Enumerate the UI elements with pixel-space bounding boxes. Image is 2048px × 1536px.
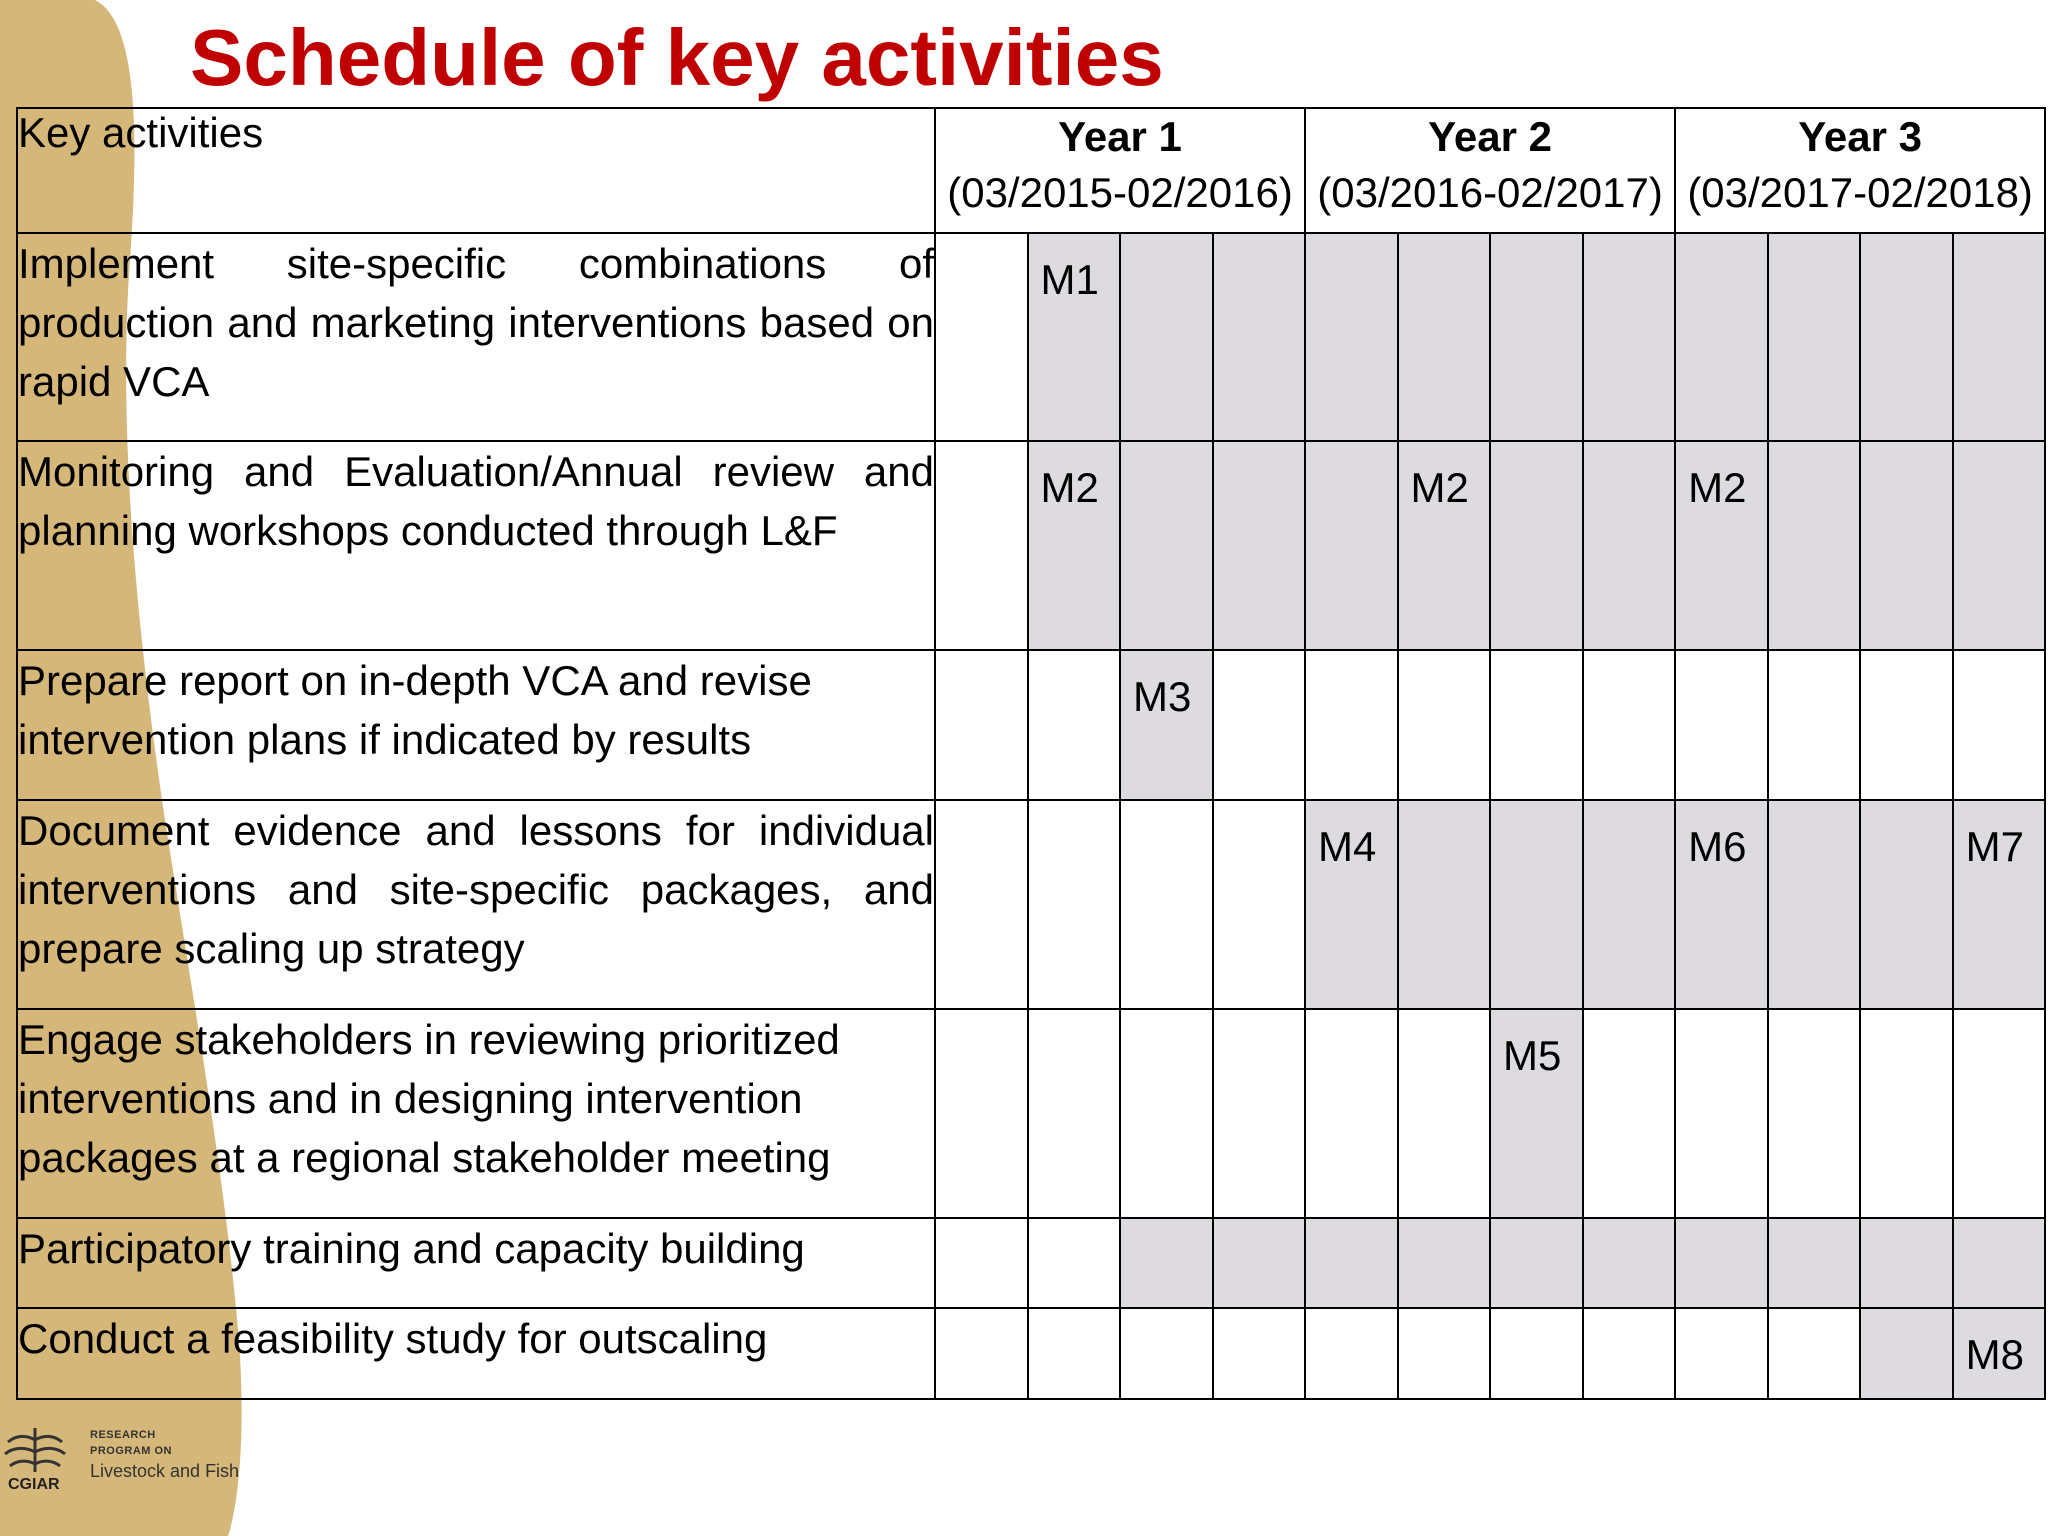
milestone-label: M7 (1965, 823, 2024, 870)
month-cell (1675, 1308, 1768, 1399)
month-cell (1490, 1218, 1583, 1308)
month-cell (1398, 650, 1491, 800)
month-cell (1583, 233, 1676, 441)
milestone-label: M4 (1318, 823, 1377, 870)
year-range: (03/2017-02/2018) (1687, 169, 2033, 216)
month-cell (1213, 1009, 1306, 1218)
schedule-table (16, 107, 2046, 1400)
cgiar-label: CGIAR (8, 1476, 60, 1493)
month-cell (1490, 800, 1583, 1009)
month-cell (1675, 233, 1768, 441)
month-cell (1028, 1308, 1121, 1399)
month-cell (1860, 441, 1953, 650)
month-cell (1490, 1009, 1583, 1218)
milestone-label: M1 (1040, 256, 1099, 303)
month-cell (1490, 650, 1583, 800)
month-cell (1490, 1308, 1583, 1399)
logo-line-2: PROGRAM ON (90, 1445, 172, 1457)
month-cell (1953, 800, 2046, 1009)
program-logo-text (90, 1427, 239, 1479)
month-cell (1675, 1218, 1768, 1308)
year-1-header (935, 108, 1305, 233)
year-2-header (1305, 108, 1675, 233)
month-cell (1675, 441, 1768, 650)
activity-name: Engage stakeholders in reviewing prioritized interventions and in designing intervention packages at a regional stakeholder meeting (17, 1009, 935, 1218)
month-cell (1953, 1218, 2046, 1308)
month-cell (935, 1009, 1028, 1218)
month-cell (1213, 233, 1306, 441)
month-cell (1583, 1009, 1676, 1218)
logo-line-1: RESEARCH (90, 1429, 156, 1441)
month-cell (1305, 800, 1398, 1009)
month-cell (1860, 800, 1953, 1009)
month-cell (1768, 800, 1861, 1009)
month-cell (1398, 1009, 1491, 1218)
year-label: Year 1 (1058, 113, 1182, 160)
month-cell (1398, 233, 1491, 441)
month-cell (935, 1218, 1028, 1308)
month-cell (1860, 650, 1953, 800)
year-3-header (1675, 108, 2045, 233)
month-cell (1305, 1218, 1398, 1308)
month-cell (1213, 800, 1306, 1009)
month-cell (1490, 233, 1583, 441)
milestone-label: M2 (1688, 464, 1747, 511)
month-cell (1305, 1308, 1398, 1399)
month-cell (1583, 441, 1676, 650)
month-cell (935, 1308, 1028, 1399)
month-cell (1860, 1009, 1953, 1218)
month-cell (1583, 800, 1676, 1009)
page-title: Schedule of key activities (190, 13, 1164, 102)
month-cell (1953, 441, 2046, 650)
milestone-label: M6 (1688, 823, 1747, 870)
activity-row (17, 441, 2045, 650)
month-cell (1398, 800, 1491, 1009)
month-cell (1305, 1009, 1398, 1218)
activity-row (17, 800, 2045, 1009)
month-cell (1305, 233, 1398, 441)
activity-name: Implement site-specific combinations of production and marketing interventions based on rapid VCA (17, 233, 935, 441)
month-cell (1120, 1308, 1213, 1399)
month-cell (1120, 800, 1213, 1009)
month-cell (1120, 1218, 1213, 1308)
month-cell (1213, 441, 1306, 650)
month-cell (1305, 650, 1398, 800)
month-cell (1213, 1308, 1306, 1399)
activity-row (17, 1308, 2045, 1399)
header-row (17, 108, 2045, 233)
month-cell (1768, 441, 1861, 650)
activity-row (17, 1009, 2045, 1218)
month-cell (1120, 233, 1213, 441)
month-cell (1675, 650, 1768, 800)
milestone-label: M2 (1410, 464, 1469, 511)
month-cell (1490, 441, 1583, 650)
cgiar-logo-icon (0, 1420, 80, 1480)
month-cell (1028, 650, 1121, 800)
activity-row (17, 1218, 2045, 1308)
month-cell (1953, 1308, 2046, 1399)
milestone-label: M2 (1040, 464, 1099, 511)
year-range: (03/2016-02/2017) (1317, 169, 1663, 216)
month-cell (1213, 1218, 1306, 1308)
month-cell (1120, 650, 1213, 800)
month-cell (1028, 800, 1121, 1009)
month-cell (1398, 1308, 1491, 1399)
month-cell (1028, 1009, 1121, 1218)
milestone-label: M3 (1133, 673, 1192, 720)
month-cell (1028, 441, 1121, 650)
milestone-label: M5 (1503, 1032, 1562, 1079)
month-cell (935, 650, 1028, 800)
activity-name: Prepare report on in-depth VCA and revise intervention plans if indicated by results (17, 650, 935, 800)
month-cell (1583, 1308, 1676, 1399)
month-cell (1398, 441, 1491, 650)
month-cell (1675, 800, 1768, 1009)
month-cell (1305, 441, 1398, 650)
month-cell (1768, 233, 1861, 441)
month-cell (1953, 650, 2046, 800)
month-cell (1860, 233, 1953, 441)
month-cell (1398, 1218, 1491, 1308)
month-cell (1120, 441, 1213, 650)
activity-name: Participatory training and capacity building (17, 1218, 935, 1308)
activity-name: Conduct a feasibility study for outscaling (17, 1308, 935, 1399)
month-cell (1860, 1218, 1953, 1308)
key-activities-header: Key activities (17, 108, 935, 233)
month-cell (1028, 1218, 1121, 1308)
activity-name: Monitoring and Evaluation/Annual review and planning workshops conducted through L&F (17, 441, 935, 650)
month-cell (1675, 1009, 1768, 1218)
year-label: Year 2 (1428, 113, 1552, 160)
year-label: Year 3 (1798, 113, 1923, 160)
month-cell (1860, 1308, 1953, 1399)
month-cell (1028, 233, 1121, 441)
month-cell (1768, 1218, 1861, 1308)
year-range: (03/2015-02/2016) (947, 169, 1293, 216)
month-cell (935, 441, 1028, 650)
month-cell (1953, 233, 2046, 441)
activity-row (17, 233, 2045, 441)
month-cell (1213, 650, 1306, 800)
activity-name: Document evidence and lessons for individual interventions and site-specific packages, and prepare scaling up strategy (17, 800, 935, 1009)
activity-row (17, 650, 2045, 800)
month-cell (1583, 1218, 1676, 1308)
milestone-label: M8 (1965, 1331, 2024, 1378)
month-cell (935, 800, 1028, 1009)
month-cell (1768, 1009, 1861, 1218)
month-cell (1768, 1308, 1861, 1399)
month-cell (935, 233, 1028, 441)
month-cell (1953, 1009, 2046, 1218)
month-cell (1120, 1009, 1213, 1218)
logo-line-3: Livestock and Fish (90, 1461, 240, 1481)
month-cell (1768, 650, 1861, 800)
month-cell (1583, 650, 1676, 800)
